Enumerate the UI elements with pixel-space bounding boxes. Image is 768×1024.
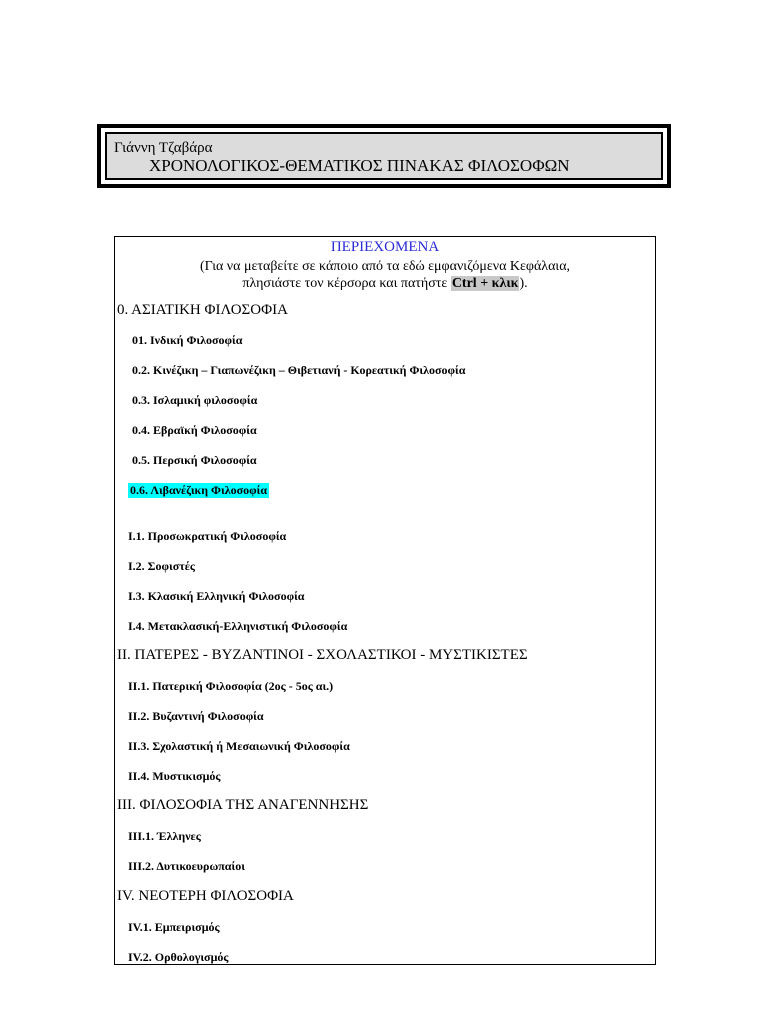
- instruction-line-2: [115, 275, 655, 292]
- toc-section-renaissance[interactable]: ΙΙΙ. ΦΙΛΟΣΟΦΙΑ ΤΗΣ ΑΝΑΓΕΝΝΗΣΗΣ: [117, 797, 369, 813]
- contents-heading: ΠΕΡΙΕΧΟΜΕΝΑ: [330, 239, 440, 255]
- toc-item-presocratic[interactable]: Ι.1. Προσωκρατική Φιλοσοφία: [128, 529, 287, 543]
- toc-item-scholastic[interactable]: ΙΙ.3. Σχολαστική ή Μεσαιωνική Φιλοσοφία: [128, 739, 350, 753]
- toc-item-persian[interactable]: 0.5. Περσική Φιλοσοφία: [132, 453, 257, 467]
- instruction-text: πλησιάστε τον κέρσορα και πατήστε: [242, 276, 451, 291]
- toc-item-indian[interactable]: 01. Ινδική Φιλοσοφία: [132, 333, 243, 347]
- toc-item-patristic[interactable]: ΙΙ.1. Πατερική Φιλοσοφία (2ος - 5ος αι.): [128, 679, 334, 693]
- ctrl-click-shortcut: Ctrl + κλικ: [451, 276, 519, 291]
- document-title: ΧΡΟΝΟΛΟΓΙΚΟΣ-ΘΕΜΑΤΙΚΟΣ ΠΙΝΑΚΑΣ ΦΙΛΟΣΟΦΩΝ: [149, 156, 570, 175]
- toc-item-mysticism[interactable]: ΙΙ.4. Μυστικισμός: [128, 769, 221, 783]
- table-of-contents: [114, 236, 656, 965]
- toc-item-chinese-japanese[interactable]: 0.2. Κινέζικη – Γιαπωνέζικη – Θιβετιανή - Κορεατική Φιλοσοφία: [132, 363, 466, 377]
- toc-item-byzantine[interactable]: ΙΙ.2. Βυζαντινή Φιλοσοφία: [128, 709, 264, 723]
- toc-item-western-europeans[interactable]: ΙΙΙ.2. Δυτικοευρωπαίοι: [128, 859, 245, 873]
- toc-section-modern[interactable]: ΙV. ΝΕΟΤΕΡΗ ΦΙΛΟΣΟΦΙΑ: [117, 888, 294, 904]
- author-name: Γιάννη Τζαβάρα: [114, 140, 213, 156]
- instruction-end: ).: [519, 276, 528, 291]
- instruction-line-1: (Για να μεταβείτε σε κάποιο από τα εδώ εμφανιζόμενα Κεφάλαια,: [199, 259, 571, 274]
- toc-item-islamic[interactable]: 0.3. Ισλαμική φιλοσοφία: [132, 393, 258, 407]
- toc-item-lebanese[interactable]: 0.6. Λιβανέζικη Φιλοσοφία: [130, 483, 268, 497]
- toc-item-empiricism[interactable]: ΙV.1. Εμπειρισμός: [128, 920, 220, 934]
- document-header-inner: [105, 132, 663, 180]
- toc-section-fathers[interactable]: ΙΙ. ΠΑΤΕΡΕΣ - ΒΥΖΑΝΤΙΝΟΙ - ΣΧΟΛΑΣΤΙΚΟΙ - ΜΥΣΤΙΚΙΣΤΕΣ: [117, 647, 528, 663]
- toc-section-asian[interactable]: 0. ΑΣΙΑΤΙΚΗ ΦΙΛΟΣΟΦΙΑ: [117, 302, 288, 318]
- toc-item-rationalism[interactable]: ΙV.2. Ορθολογισμός: [128, 950, 229, 964]
- toc-item-jewish[interactable]: 0.4. Εβραϊκή Φιλοσοφία: [132, 423, 257, 437]
- toc-item-classical-greek[interactable]: Ι.3. Κλασική Ελληνική Φιλοσοφία: [128, 589, 305, 603]
- toc-item-greeks[interactable]: ΙΙΙ.1. Έλληνες: [128, 829, 201, 843]
- toc-item-sophists[interactable]: Ι.2. Σοφιστές: [128, 559, 195, 573]
- document-header-box: [97, 124, 671, 188]
- toc-item-hellenistic[interactable]: Ι.4. Μετακλασική-Ελληνιστική Φιλοσοφία: [128, 619, 348, 633]
